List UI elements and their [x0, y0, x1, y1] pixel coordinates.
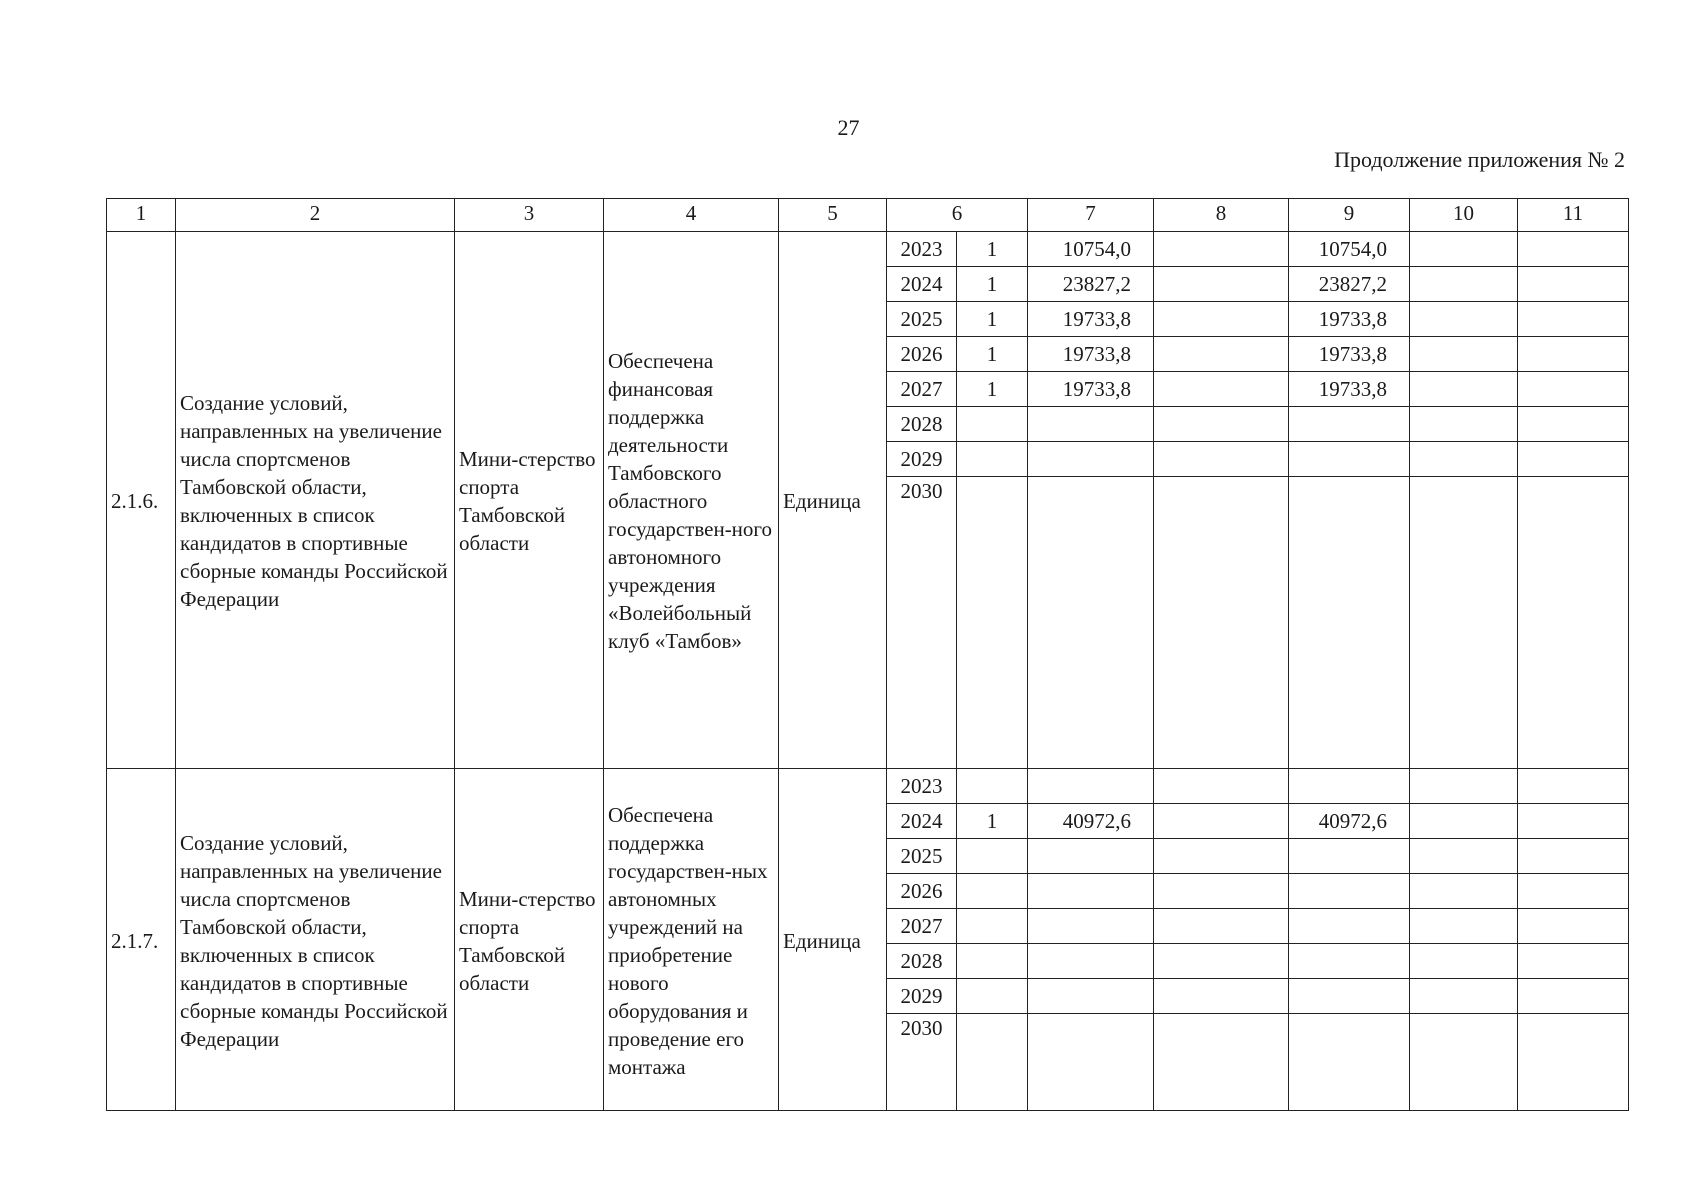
- amount-cell: 19733,8: [1028, 337, 1154, 372]
- appendix-table: [106, 198, 1629, 1111]
- count-cell: [957, 909, 1028, 944]
- amount-cell: [1289, 839, 1410, 874]
- amount-cell: [1410, 1014, 1518, 1111]
- amount-cell: [1410, 302, 1518, 337]
- amount-cell: [1154, 337, 1289, 372]
- header-cell: 10: [1410, 199, 1518, 232]
- section-executor: Мини-стерство спорта Тамбовской области: [455, 769, 604, 1111]
- amount-cell: [1410, 804, 1518, 839]
- amount-cell: [1410, 442, 1518, 477]
- year-cell: 2025: [887, 302, 957, 337]
- table-row: [107, 769, 1629, 804]
- amount-cell: [1410, 477, 1518, 769]
- year-cell: 2029: [887, 442, 957, 477]
- amount-cell: [1289, 407, 1410, 442]
- amount-cell: [1289, 944, 1410, 979]
- year-cell: 2029: [887, 979, 957, 1014]
- count-cell: [957, 477, 1028, 769]
- amount-cell: [1518, 769, 1629, 804]
- amount-cell: [1154, 302, 1289, 337]
- header-cell: 6: [887, 199, 1028, 232]
- amount-cell: [1518, 232, 1629, 267]
- count-cell: [957, 874, 1028, 909]
- header-cell: 4: [604, 199, 779, 232]
- amount-cell: [1028, 442, 1154, 477]
- amount-cell: [1028, 1014, 1154, 1111]
- count-cell: [957, 407, 1028, 442]
- year-cell: 2026: [887, 874, 957, 909]
- year-cell: 2023: [887, 769, 957, 804]
- section-executor: Мини-стерство спорта Тамбовской области: [455, 232, 604, 769]
- amount-cell: [1154, 1014, 1289, 1111]
- amount-cell: [1154, 944, 1289, 979]
- amount-cell: 19733,8: [1289, 372, 1410, 407]
- amount-cell: [1518, 909, 1629, 944]
- amount-cell: 10754,0: [1289, 232, 1410, 267]
- amount-cell: 40972,6: [1289, 804, 1410, 839]
- continuation-title: Продолжение приложения № 2: [1334, 147, 1625, 172]
- amount-cell: [1289, 769, 1410, 804]
- count-cell: [957, 944, 1028, 979]
- amount-cell: [1028, 874, 1154, 909]
- amount-cell: [1410, 267, 1518, 302]
- amount-cell: [1410, 232, 1518, 267]
- amount-cell: 23827,2: [1289, 267, 1410, 302]
- amount-cell: [1028, 909, 1154, 944]
- header-cell: 5: [779, 199, 887, 232]
- amount-cell: [1154, 769, 1289, 804]
- header-cell: 11: [1518, 199, 1629, 232]
- amount-cell: [1289, 874, 1410, 909]
- year-cell: 2024: [887, 267, 957, 302]
- amount-cell: [1154, 407, 1289, 442]
- count-cell: 1: [957, 302, 1028, 337]
- amount-cell: [1154, 979, 1289, 1014]
- header-cell: 8: [1154, 199, 1289, 232]
- amount-cell: [1154, 839, 1289, 874]
- amount-cell: [1028, 944, 1154, 979]
- amount-cell: [1518, 302, 1629, 337]
- count-cell: [957, 839, 1028, 874]
- year-cell: 2024: [887, 804, 957, 839]
- header-row: [107, 199, 1629, 232]
- amount-cell: 19733,8: [1028, 372, 1154, 407]
- header-cell: 2: [176, 199, 455, 232]
- year-cell: 2027: [887, 372, 957, 407]
- page-number: 27: [837, 115, 860, 140]
- amount-cell: 19733,8: [1289, 337, 1410, 372]
- amount-cell: [1289, 979, 1410, 1014]
- year-cell: 2023: [887, 232, 957, 267]
- amount-cell: [1518, 979, 1629, 1014]
- count-cell: 1: [957, 372, 1028, 407]
- year-cell: 2030: [887, 477, 957, 769]
- amount-cell: [1410, 909, 1518, 944]
- count-cell: [957, 769, 1028, 804]
- amount-cell: [1028, 979, 1154, 1014]
- count-cell: 1: [957, 804, 1028, 839]
- section-unit: Единица: [779, 769, 887, 1111]
- amount-cell: [1154, 477, 1289, 769]
- amount-cell: [1518, 337, 1629, 372]
- year-cell: 2028: [887, 407, 957, 442]
- amount-cell: 23827,2: [1028, 267, 1154, 302]
- table-row: [107, 232, 1629, 267]
- count-cell: [957, 979, 1028, 1014]
- amount-cell: [1028, 477, 1154, 769]
- amount-cell: [1154, 804, 1289, 839]
- count-cell: [957, 442, 1028, 477]
- amount-cell: [1028, 769, 1154, 804]
- count-cell: 1: [957, 232, 1028, 267]
- amount-cell: [1028, 407, 1154, 442]
- amount-cell: [1410, 944, 1518, 979]
- section-code: 2.1.7.: [107, 769, 176, 1111]
- amount-cell: [1154, 232, 1289, 267]
- amount-cell: [1154, 909, 1289, 944]
- section-name: Создание условий, направленных на увеличение числа спортсменов Тамбовской области, включенных в список кандидатов в спортивные сборные команды Российской Федерации: [176, 769, 455, 1111]
- section-unit: Единица: [779, 232, 887, 769]
- section-result: Обеспечена финансовая поддержка деятельности Тамбовского областного государствен-ного автономного учреждения «Волейбольный клуб «Тамбов»: [604, 232, 779, 769]
- amount-cell: [1410, 337, 1518, 372]
- amount-cell: [1289, 909, 1410, 944]
- section-result: Обеспечена поддержка государствен-ных автономных учреждений на приобретение нового оборудования и проведение его монтажа: [604, 769, 779, 1111]
- section-code: 2.1.6.: [107, 232, 176, 769]
- header-cell: 1: [107, 199, 176, 232]
- count-cell: 1: [957, 267, 1028, 302]
- amount-cell: [1518, 804, 1629, 839]
- amount-cell: [1518, 944, 1629, 979]
- amount-cell: [1154, 874, 1289, 909]
- year-cell: 2025: [887, 839, 957, 874]
- year-cell: 2028: [887, 944, 957, 979]
- amount-cell: [1518, 1014, 1629, 1111]
- header-cell: 9: [1289, 199, 1410, 232]
- amount-cell: [1410, 979, 1518, 1014]
- amount-cell: 19733,8: [1028, 302, 1154, 337]
- amount-cell: [1289, 1014, 1410, 1111]
- amount-cell: 19733,8: [1289, 302, 1410, 337]
- amount-cell: [1518, 442, 1629, 477]
- amount-cell: [1410, 874, 1518, 909]
- header-cell: 7: [1028, 199, 1154, 232]
- amount-cell: [1289, 442, 1410, 477]
- amount-cell: [1518, 267, 1629, 302]
- amount-cell: [1518, 839, 1629, 874]
- year-cell: 2027: [887, 909, 957, 944]
- amount-cell: [1154, 267, 1289, 302]
- section-name: Создание условий, направленных на увеличение числа спортсменов Тамбовской области, включенных в список кандидатов в спортивные сборные команды Российской Федерации: [176, 232, 455, 769]
- amount-cell: 10754,0: [1028, 232, 1154, 267]
- amount-cell: [1154, 372, 1289, 407]
- amount-cell: 40972,6: [1028, 804, 1154, 839]
- year-cell: 2026: [887, 337, 957, 372]
- amount-cell: [1518, 477, 1629, 769]
- amount-cell: [1410, 372, 1518, 407]
- amount-cell: [1518, 407, 1629, 442]
- amount-cell: [1410, 839, 1518, 874]
- header-cell: 3: [455, 199, 604, 232]
- amount-cell: [1518, 372, 1629, 407]
- amount-cell: [1028, 839, 1154, 874]
- count-cell: 1: [957, 337, 1028, 372]
- amount-cell: [1289, 477, 1410, 769]
- amount-cell: [1154, 442, 1289, 477]
- year-cell: 2030: [887, 1014, 957, 1111]
- count-cell: [957, 1014, 1028, 1111]
- amount-cell: [1410, 407, 1518, 442]
- amount-cell: [1518, 874, 1629, 909]
- amount-cell: [1410, 769, 1518, 804]
